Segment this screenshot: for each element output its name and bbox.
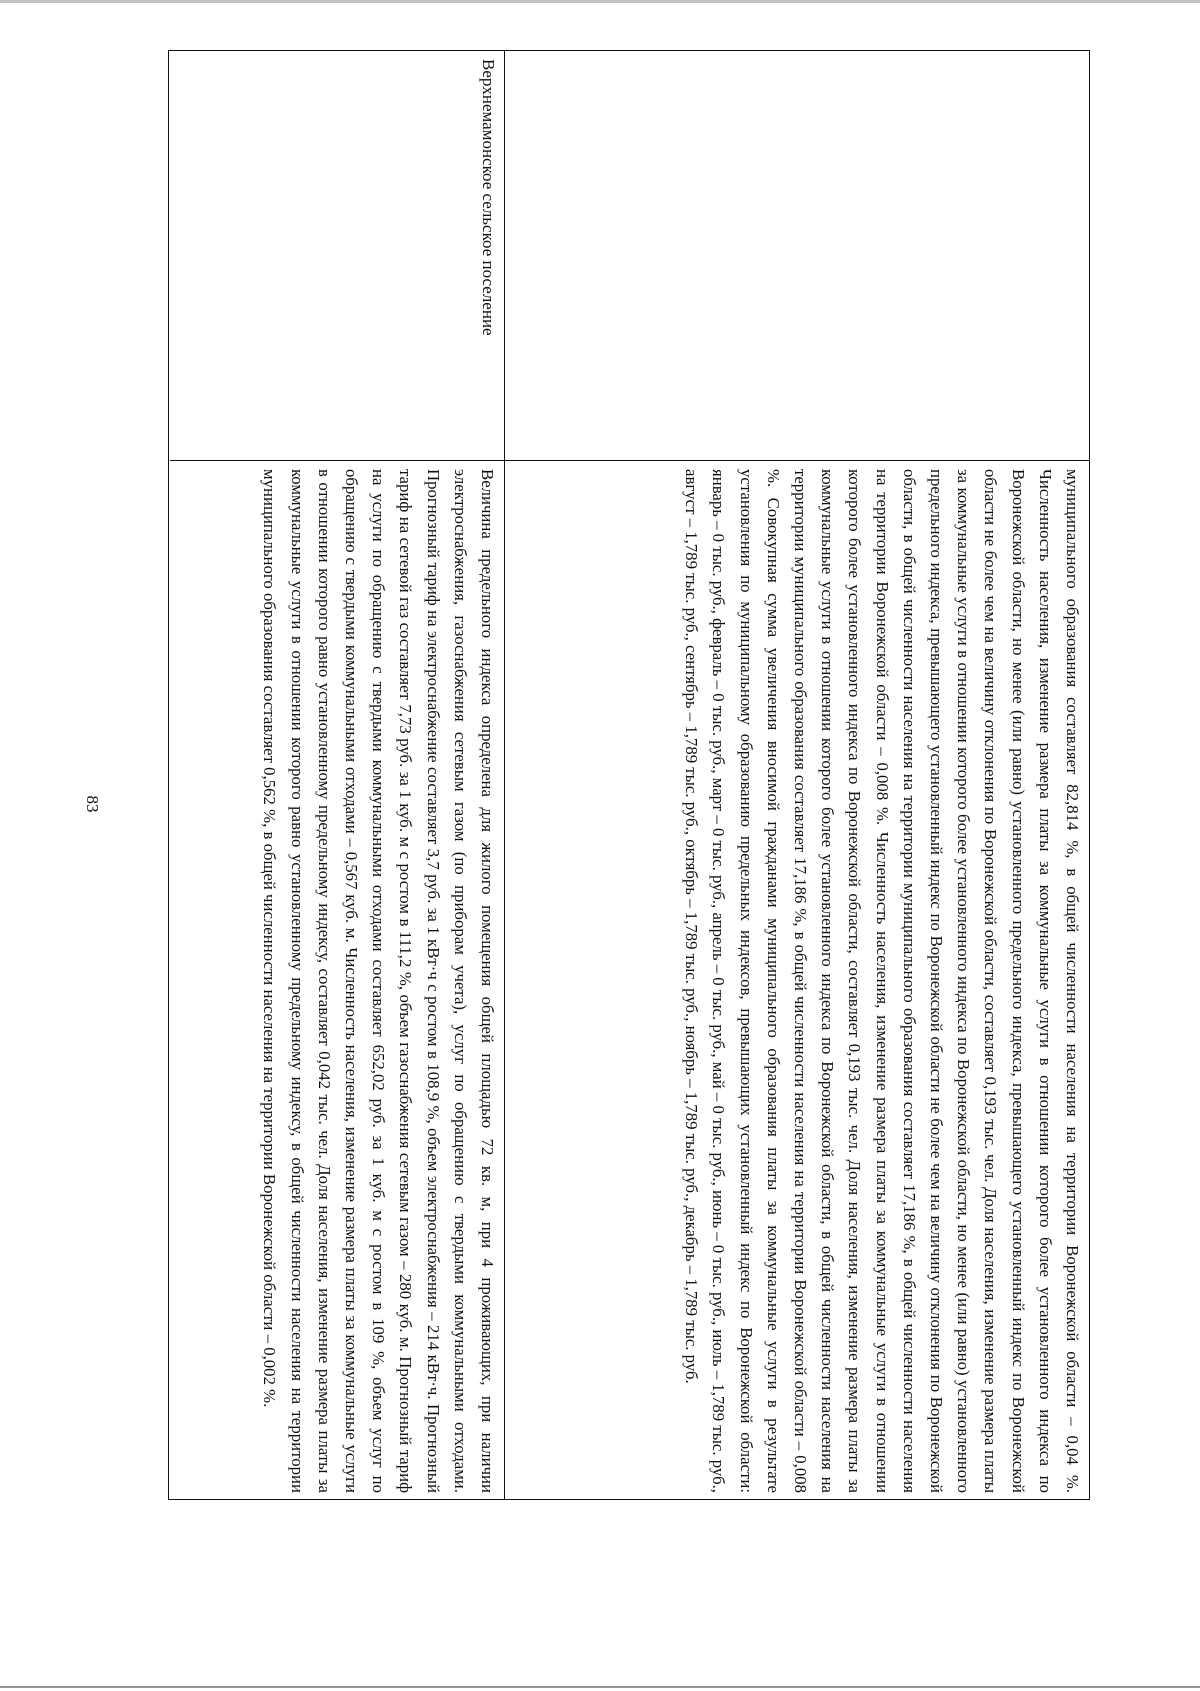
tariff-index-table [168, 50, 1090, 1500]
settlement-cell: Верхнемамонское сельское поселение [170, 51, 504, 461]
scan-top-edge [0, 0, 1200, 3]
table-row [504, 51, 1089, 1499]
settlement-cell [505, 51, 1089, 461]
description-cell: Величина предельного индекса определена для жилого помещения общей площадью 72 кв. м, при 4 проживающих, при наличии электроснабжения, газоснабжения сетевым газом (по приборам учета), услуг по обращению с твердыми коммунальными отходами. Прогнозный тариф на электроснабжение составляет 3,7 руб. за 1 кВт·ч с ростом в 108,9 %, объем электроснабжения – 214 кВт·ч. Прогнозный тариф на сетевой газ составляет 7,73 руб. за 1 куб. м с ростом в 111,2 %, объем газоснабжения сетевым газом – 280 куб. м. Прогнозный тариф на услуги по обращению с твердыми коммунальными отходами составляет 652,02 руб. за 1 куб. м с ростом в 109 %, объем услуг по обращению с твердыми коммунальными отходами – 0,567 куб. м. Численность населения, изменение размера платы за коммунальные услуги в отношении которого равно установленному предельному индексу, составляет 0,042 тыс. чел. Доля населения, изменение размера платы за коммунальные услуги в отношении которого равно установленному предельному индексу, в общей численности населения на территории муниципального образования составляет 0,562 %, в общей численности населения на территории Воронежской области – 0,002 %. [260, 469, 497, 1493]
description-cell: муниципального образования составляет 82,814 %, в общей численности населения на территории Воронежской области – 0,04 %. Численность населения, изменение размера платы за коммунальные услуги в отношении которого более установленного индекса по Воронежской области, но менее (или равно) установленного предельного индекса, превышающего установленный индекс по Воронежской области не более чем на величину отклонения по Воронежской области, составляет 0,193 тыс. чел. Доля населения, изменение размера платы за коммунальные услуги в отношении которого более установленного индекса по Воронежской области, но менее (или равно) установленного предельного индекса, превышающего установленный индекс по Воронежской области не более чем на величину отклонения по Воронежской области, в общей численности населения на территории муниципального образования составляет 17,186 %, в общей численности населения на территории Воронежской области – 0,008 %. Численность населения, изменение размера платы за коммунальные услуги в отношении которого более установленного индекса по Воронежской области, составляет 0,193 тыс. чел. Доля населения, изменение размера платы за коммунальные услуги в отношении которого более установленного индекса по Воронежской области, в общей численности населения на территории муниципального образования составляет 17,186 %, в общей численности населения на территории Воронежской области – 0,008 %. Совокупная сумма увеличения вносимой гражданами муниципального образования платы за коммунальные услуги в результате установления по муниципальному образованию предельных индексов, превышающих установленный индекс по Воронежской области: январь – 0 тыс. руб., февраль – 0 тыс. руб., март – 0 тыс. руб., апрель – 0 тыс. руб., май – 0 тыс. руб., июнь – 0 тыс. руб., июль – 1,789 тыс. руб., август – 1,789 тыс. руб., сентябрь – 1,789 тыс. руб., октябрь – 1,789 тыс. руб., ноябрь – 1,789 тыс. руб., декабрь – 1,789 тыс. руб. [682, 469, 1082, 1494]
scan-bottom-edge [0, 1686, 1200, 1688]
page-number: 83 [83, 795, 102, 813]
table-row [170, 51, 504, 1499]
